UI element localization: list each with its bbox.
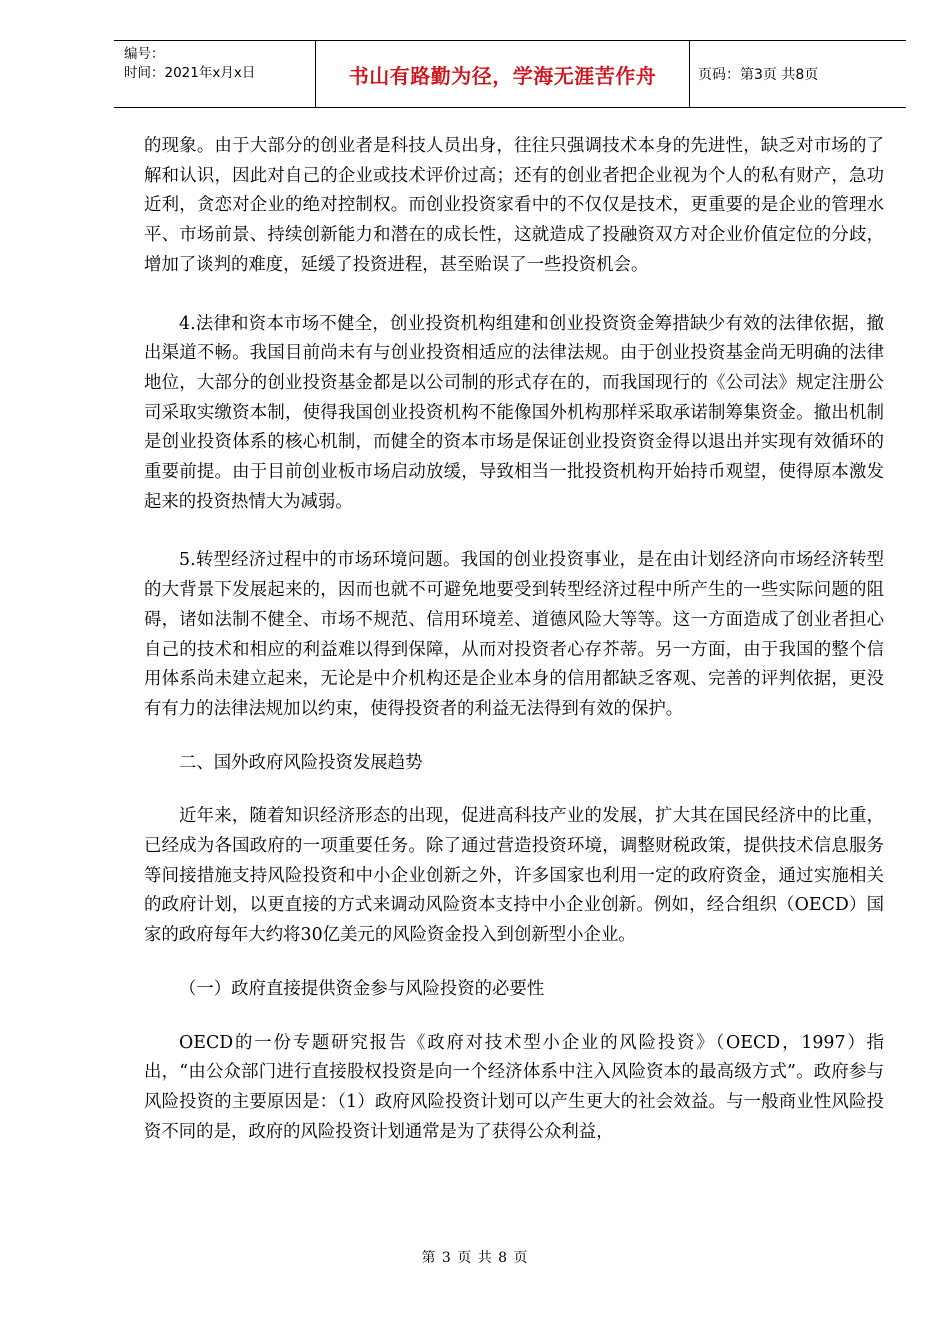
page-footer: 第 3 页 共 8 页 xyxy=(421,1250,529,1266)
header-page-code: 页码：第3页 共8页 xyxy=(698,67,819,83)
paragraph-5: OECD的一份专题研究报告《政府对技术型小企业的风险投资》（OECD，1997）指出，“由公众部门进行直接股权投资是向一个经济体系中注入风险资本的最高级方式”。政府参与风险投资的主要原因是：（1）政府风险投资计划可以产生更大的社会效益。与一般商业性风险投资不同的是，政府的风险投资计划通常是为了获得公众利益， xyxy=(144,1032,884,1142)
paragraph-1: 的现象。由于大部分的创业者是科技人员出身，往往只强调技术本身的先进性，缺乏对市场的了解和认识，因此对自己的企业或技术评价过高；还有的创业者把企业视为个人的私有财产，急功近利，贪恋对企业的绝对控制权。而创业投资家看中的不仅仅是技术，更重要的是企业的管理水平、市场前景、持续创新能力和潜在的成长性，这就造成了投融资双方对企业价值定位的分歧，增加了谈判的难度，延缓了投资进程，甚至贻误了一些投资机会。 xyxy=(144,136,884,275)
paragraph-4: 近年来，随着知识经济形态的出现，促进高科技产业的发展，扩大其在国民经济中的比重，已经成为各国政府的一项重要任务。除了通过营造投资环境，调整财税政策，提供技术信息服务等间接措施支持风险投资和中小企业创新之外，许多国家也利用一定的政府资金，通过实施相关的政府计划，以更直接的方式来调动风险资本支持中小企业创新。例如，经合组织（OECD）国家的政府每年大约将30亿美元的风险资金投入到创新型小企业。 xyxy=(144,806,884,946)
serial-number-label: 编号： xyxy=(124,46,165,62)
header-motto-cell xyxy=(316,41,690,107)
document-header xyxy=(114,40,906,108)
paragraph-3: 5.转型经济过程中的市场环境问题。我国的创业投资事业，是在由计划经济向市场经济转型的大背景下发展起来的，因而也就不可避免地要受到转型经济过程中所产生的一些实际问题的阻碍，诸如法制不健全、市场不规范、信用环境差、道德风险大等等。这一方面造成了创业者担心自己的技术和相应的利益难以得到保障，从而对投资者心存芥蒂。另一方面，由于我国的整个信用体系尚未建立起来，无论是中介机构还是企业本身的信用都缺乏客观、完善的评判依据，更没有有力的法律法规加以约束，使得投资者的利益无法得到有效的保护。 xyxy=(144,550,884,719)
section-heading: 二、国外政府风险投资发展趋势 xyxy=(179,752,423,773)
header-motto: 书山有路勤为径，学海无涯苦作舟 xyxy=(348,63,657,88)
date-label: 时间：2021年x月x日 xyxy=(124,65,256,81)
header-meta-cell xyxy=(114,41,316,107)
header-page-cell xyxy=(690,41,906,107)
document-body xyxy=(144,132,884,1147)
paragraph-2: 4.法律和资本市场不健全，创业投资机构组建和创业投资资金筹措缺少有效的法律依据，撤出渠道不畅。我国目前尚未有与创业投资相适应的法律法规。由于创业投资基金尚无明确的法律地位，大部分的创业投资基金都是以公司制的形式存在的，而我国现行的《公司法》规定注册公司采取实缴资本制，使得我国创业投资机构不能像国外机构那样采取承诺制筹集资金。撤出机制是创业投资体系的核心机制，而健全的资本市场是保证创业投资资金得以退出并实现有效循环的重要前提。由于目前创业板市场启动放缓，导致相当一批投资机构开始持币观望，使得原本激发起来的投资热情大为减弱。 xyxy=(144,313,884,512)
subsection-heading: （一）政府直接提供资金参与风险投资的必要性 xyxy=(179,978,545,999)
